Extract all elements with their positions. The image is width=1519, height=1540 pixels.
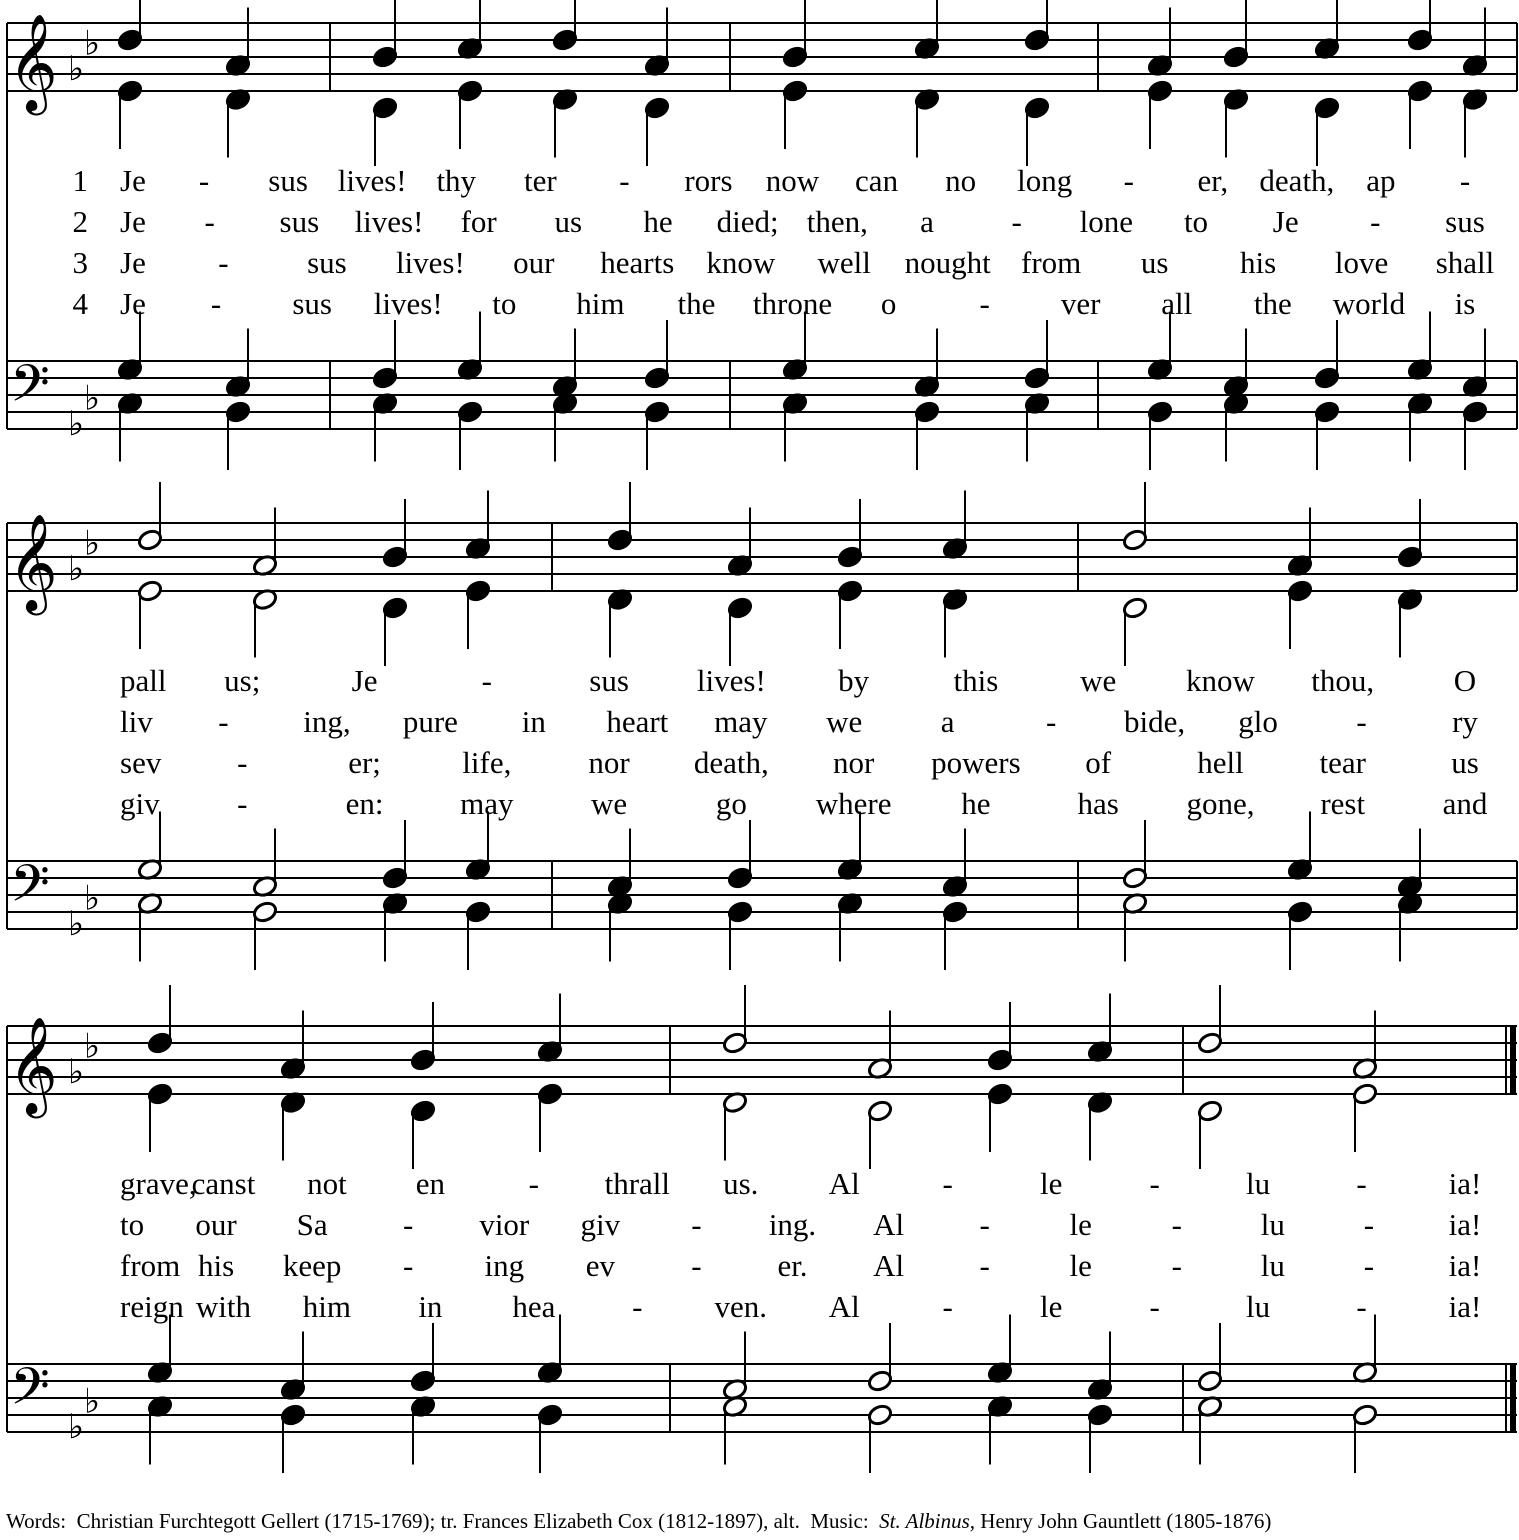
lyric-syllable: o [880,286,897,321]
treble-clef-icon: 𝄞 [8,1016,58,1114]
lyric-syllable: him [576,286,625,321]
lyric-syllable: er, [1197,163,1229,198]
flat-icon: ♭ [68,404,85,444]
lyric-syllable: know [1186,663,1255,698]
flat-icon: ♭ [84,1026,101,1067]
lyric-syllable: ven. [714,1289,768,1324]
flat-icon: ♭ [84,378,101,419]
syllable-hyphen: - [942,1289,953,1324]
bass-clef-icon: 𝄢 [10,353,50,426]
syllable-hyphen: - [942,1166,953,1201]
lyric-syllable: tear [1319,745,1366,780]
lyric-syllable: nor [588,745,630,780]
lyric-syllable: us [1140,245,1169,280]
lyric-syllable: le [1039,1289,1063,1324]
lyric-syllable: from [1021,245,1082,280]
lyric-syllable: to [1183,204,1209,239]
lyric-syllable: Je [120,204,146,239]
lyric-syllable: bide, [1124,704,1186,739]
lyric-syllable: can [855,163,899,198]
lyric-syllable: ia! [1448,1248,1482,1283]
lyric-syllable: this [953,663,999,698]
flat-icon: ♭ [84,878,101,919]
syllable-hyphen: - [1171,1248,1182,1283]
syllable-hyphen: - [1045,704,1057,739]
verse-number: 3 [72,245,88,280]
lyric-syllable: Je [120,163,146,198]
syllable-hyphen: - [1123,163,1134,198]
lyric-syllable: now [765,163,820,198]
lyric-syllable: no [945,163,977,198]
lyric-syllable: of [1085,745,1112,780]
lyric-syllable: a [940,704,955,739]
lyric-syllable: world [1332,286,1406,321]
lyric-syllable: lu [1246,1166,1271,1201]
lyric-syllable: lives! [696,663,766,698]
syllable-hyphen: - [204,204,215,239]
syllable-hyphen: - [1356,1289,1367,1324]
lyric-syllable: liv [120,704,153,739]
lyric-syllable: Je [120,286,146,321]
lyric-syllable: canst [191,1166,256,1201]
lyric-syllable: him [302,1289,352,1324]
lyric-syllable: O [1453,663,1477,698]
syllable-hyphen: - [218,704,229,739]
lyric-syllable: ap [1366,163,1396,198]
syllable-hyphen: - [528,1166,540,1201]
syllable-hyphen: - [198,163,210,198]
syllable-hyphen: - [1363,1248,1375,1283]
lyric-syllable: keep [282,1248,342,1283]
lyric-syllable: giv [120,786,160,821]
lyric-syllable: sus [279,204,320,239]
lyric-syllable: Je [1272,204,1299,239]
flat-icon: ♭ [68,549,85,589]
flat-icon: ♭ [68,49,85,89]
bass-clef-icon: 𝄢 [10,853,50,926]
syllable-hyphen: - [1149,1289,1160,1324]
lyric-syllable: is [1454,286,1476,321]
credits-line [6,1509,1271,1534]
lyric-syllable: ry [1452,704,1478,739]
lyric-syllable: lu [1260,1207,1285,1242]
lyric-syllable: his [1239,245,1277,280]
lyric-syllable: hea [512,1289,556,1324]
lyric-syllable: died; [716,204,779,239]
music-label: Music: [810,1509,869,1533]
lyric-syllable: his [197,1248,235,1283]
lyric-syllable: vior [479,1207,530,1242]
syllable-hyphen: - [218,245,229,280]
lyric-syllable: er; [348,745,381,780]
lyric-syllable: Je [351,663,378,698]
lyric-syllable: us [1451,745,1479,780]
lyric-syllable: pure [402,704,458,739]
lyric-syllable: Al [828,1289,860,1324]
lyric-syllable: ver [1060,286,1101,321]
lyric-syllable: has [1077,786,1119,821]
lyric-syllable: may [460,786,514,821]
lyric-syllable: well [817,245,871,280]
lyric-syllable: death, [693,745,769,780]
lyric-syllable: pall [120,663,167,698]
lyric-syllable: hell [1197,745,1244,780]
lyric-syllable: sev [120,745,162,780]
syllable-hyphen: - [979,1248,990,1283]
lyric-syllable: shall [1435,245,1495,280]
lyric-syllable: love [1334,245,1389,280]
lyric-syllable: he [643,204,673,239]
lyric-syllable: all [1161,286,1193,321]
lyric-syllable: rest [1320,786,1366,821]
lyric-syllable: not [307,1166,347,1201]
lyric-syllable: from [120,1248,181,1283]
lyric-syllable: we [1080,663,1117,698]
syllable-hyphen: - [1356,704,1367,739]
lyric-syllable: us [554,204,583,239]
lyric-syllable: lives! [373,286,443,321]
lyric-syllable: lives! [354,204,424,239]
lyric-syllable: death, [1259,163,1335,198]
lyric-syllable: to [492,286,517,321]
lyric-syllable: our [513,245,555,280]
flat-icon: ♭ [84,23,101,64]
flat-icon: ♭ [68,904,85,944]
lyric-syllable: reign [120,1289,184,1324]
lyric-syllable: ing [484,1248,525,1283]
composer: Henry John Gauntlett (1805-1876) [980,1509,1272,1533]
lyric-syllable: sus [268,163,308,198]
syllable-hyphen: - [979,1207,990,1242]
lyric-syllable: ter [523,163,557,198]
treble-clef-icon: 𝄞 [8,513,58,611]
words-label: Words: [6,1509,67,1533]
lyrics [73,163,1495,1324]
lyric-syllable: the [1253,286,1292,321]
lyric-syllable: in [521,704,546,739]
lyric-syllable: powers [931,745,1021,780]
lyric-syllable: throne [752,286,833,321]
flat-icon: ♭ [68,1052,85,1092]
lyric-syllable: en [415,1166,446,1201]
lyric-syllable: grave, [120,1166,197,1201]
lyric-syllable: life, [462,745,512,780]
lyric-syllable: sus [589,663,629,698]
flat-icon: ♭ [84,523,101,564]
lyric-syllable: he [961,786,991,821]
lyric-syllable: ev [585,1248,615,1283]
lyric-syllable: with [195,1289,252,1324]
lyric-syllable: Al [828,1166,860,1201]
lyric-syllable: lives! [337,163,407,198]
lyric-syllable: long [1017,163,1073,198]
lyric-syllable: go [715,786,747,821]
lyric-syllable: then, [806,204,868,239]
lyric-syllable: le [1069,1248,1092,1283]
lyric-syllable: Sa [296,1207,328,1242]
syllable-hyphen: - [1363,1207,1375,1242]
lyric-syllable: nought [904,245,991,280]
lyric-syllable: heart [606,704,669,739]
lyric-syllable: Al [873,1207,905,1242]
lyric-syllable: we [591,786,628,821]
lyric-syllable: lone [1079,204,1134,239]
lyric-syllable: may [714,704,768,739]
bass-clef-icon: 𝄢 [10,1356,50,1429]
lyric-syllable: thy [436,163,477,198]
words-text: Christian Furchtegott Gellert (1715-1769); tr. Frances Elizabeth Cox (1812-1897), alt. [76,1509,800,1533]
syllable-hyphen: - [403,1207,414,1242]
syllable-hyphen: - [632,1289,643,1324]
verse-number: 1 [72,163,88,198]
lyric-syllable: to [120,1207,145,1242]
lyric-syllable: and [1442,786,1488,821]
lyric-syllable: lives! [395,245,465,280]
lyric-syllable: us; [224,663,261,698]
lyric-syllable: Je [120,245,146,280]
lyric-syllable: le [1039,1166,1063,1201]
syllable-hyphen: - [979,286,990,321]
syllable-hyphen: - [1149,1166,1160,1201]
lyric-syllable: thrall [604,1166,671,1201]
lyric-syllable: lu [1260,1248,1285,1283]
lyric-syllable: ing. [768,1207,817,1242]
lyric-syllable: giv [580,1207,621,1242]
lyric-syllable: hearts [600,245,675,280]
lyric-syllable: le [1069,1207,1092,1242]
flat-icon: ♭ [84,1381,101,1422]
lyric-syllable: the [677,286,716,321]
lyric-syllable: glo [1238,704,1278,739]
lyric-syllable: our [195,1207,237,1242]
lyric-syllable: en: [345,786,384,821]
lyric-syllable: Al [873,1248,905,1283]
lyric-syllable: thou, [1311,663,1375,698]
syllable-hyphen: - [691,1248,702,1283]
syllable-hyphen: - [237,745,248,780]
syllable-hyphen: - [1356,1166,1367,1201]
lyric-syllable: ia! [1448,1207,1482,1242]
syllable-hyphen: - [691,1207,702,1242]
lyric-syllable: in [418,1289,443,1324]
syllable-hyphen: - [403,1248,414,1283]
syllable-hyphen: - [210,286,222,321]
verse-number: 4 [72,286,88,321]
lyric-syllable: sus [1445,204,1485,239]
verse-number: 2 [72,204,88,239]
lyric-syllable: er. [777,1248,808,1283]
syllable-hyphen: - [237,786,248,821]
lyric-syllable: sus [307,245,347,280]
lyric-syllable: for [460,204,497,239]
lyric-syllable: gone, [1186,786,1255,821]
lyric-syllable: a [920,204,934,239]
lyric-syllable: where [815,786,892,821]
treble-clef-icon: 𝄞 [8,13,58,111]
lyric-syllable: ing, [303,704,351,739]
lyric-syllable: lu [1246,1289,1271,1324]
lyric-syllable: us. [723,1166,759,1201]
lyric-syllable: nor [832,745,875,780]
syllable-hyphen: - [481,663,492,698]
lyric-syllable: rors [684,163,733,198]
syllable-hyphen: - [1011,204,1022,239]
tune-name: St. Albinus, [879,1509,976,1533]
syllable-hyphen: - [1171,1207,1182,1242]
syllable-hyphen: - [1459,163,1471,198]
syllable-hyphen: - [619,163,630,198]
syllable-hyphen: - [1370,204,1381,239]
lyric-syllable: ia! [1448,1166,1482,1201]
lyric-syllable: by [838,663,870,698]
lyric-syllable: sus [292,286,332,321]
lyric-syllable: know [706,245,776,280]
lyric-syllable: ia! [1448,1289,1482,1324]
flat-icon: ♭ [68,1407,85,1447]
lyric-syllable: we [826,704,863,739]
